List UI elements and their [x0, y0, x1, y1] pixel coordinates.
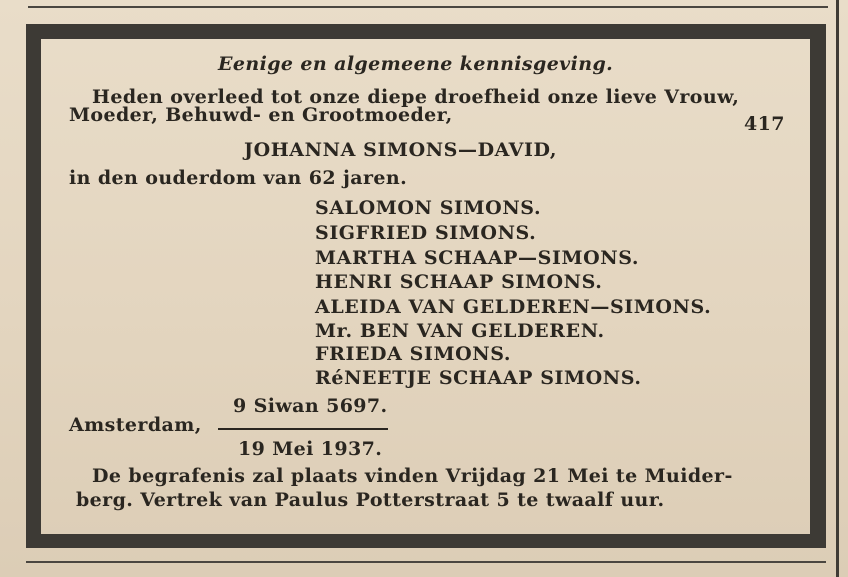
date-separator	[218, 428, 388, 430]
mourner-name: SIGFRIED SIMONS.	[315, 222, 537, 244]
place-name: Amsterdam,	[69, 414, 202, 436]
mourner-name: MARTHA SCHAAP—SIMONS.	[315, 247, 640, 269]
deceased-name: JOHANNA SIMONS—DAVID,	[244, 139, 558, 161]
bottom-rule	[26, 561, 826, 563]
mourner-name: ALEIDA VAN GELDEREN—SIMONS.	[315, 296, 712, 318]
notice-heading: Eenige en algemeene kennisgeving.	[218, 53, 614, 75]
funeral-line-1: De begrafenis zal plaats vinden Vrijdag 21 Mei te Muider-	[92, 465, 733, 487]
reference-number: 417	[744, 113, 785, 135]
age-line: in den ouderdom van 62 jaren.	[69, 167, 408, 189]
mourner-name: HENRI SCHAAP SIMONS.	[315, 271, 603, 293]
hebrew-date: 9 Siwan 5697.	[233, 395, 388, 417]
column-rule	[836, 0, 839, 577]
mourner-name: FRIEDA SIMONS.	[315, 343, 512, 365]
mourner-name: SALOMON SIMONS.	[315, 197, 542, 219]
top-rule	[28, 6, 828, 8]
announcement-line-1: Heden overleed tot onze diepe droefheid onze lieve Vrouw,	[92, 86, 740, 108]
gregorian-date: 19 Mei 1937.	[238, 438, 383, 460]
announcement-line-2: Moeder, Behuwd- en Grootmoeder,	[69, 104, 453, 126]
mourner-name: RéNEETJE SCHAAP SIMONS.	[315, 367, 642, 389]
funeral-line-2: berg. Vertrek van Paulus Potterstraat 5 te twaalf uur.	[76, 489, 665, 511]
mourner-name: Mr. BEN VAN GELDEREN.	[315, 320, 605, 342]
